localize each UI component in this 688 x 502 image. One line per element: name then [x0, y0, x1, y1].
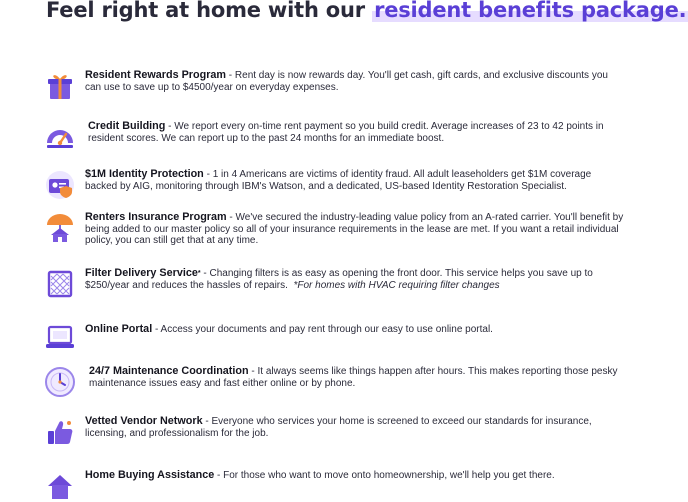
laptop-icon [44, 322, 76, 354]
headline-highlight: resident benefits package. [374, 0, 687, 22]
benefit-desc: We report every on-time rent payment so you build credit. Average increases of 23 to 42 points in resident scores. We can report up to the past 24 months for an immediate boost. [88, 121, 604, 144]
benefit-desc: Everyone who services your home is screened to exceed our standards for insurance, licensing, and professionalism for the job. [85, 416, 592, 439]
thumbs-up-icon [44, 416, 76, 448]
benefit-title: Vetted Vendor Network [85, 415, 203, 427]
benefit-title: $1M Identity Protection [85, 168, 204, 180]
benefit-desc: For those who want to move onto homeownership, we'll help you get there. [223, 470, 555, 481]
gift-icon [44, 70, 76, 102]
benefit-title: Filter Delivery Service [85, 267, 198, 279]
benefit-note: *For homes with HVAC requiring filter changes [293, 279, 500, 291]
benefit-title: Credit Building [88, 120, 166, 132]
benefit-title: Online Portal [85, 323, 153, 335]
clock-icon [44, 366, 76, 398]
headline-prefix: Feel right at home with our [46, 0, 373, 22]
benefit-title: Resident Rewards Program [85, 69, 227, 81]
credit-gauge-icon [44, 121, 76, 153]
benefit-desc: Rent day is now rewards day. You'll get cash, gift cards, and exclusive discounts you can use to save up to $4500/year on everyday expenses. [85, 70, 608, 93]
id-card-icon [44, 169, 76, 201]
benefit-title: Renters Insurance Program [85, 211, 227, 223]
benefit-title: 24/7 Maintenance Coordination [89, 365, 249, 377]
benefit-desc: Changing filters is as easy as opening the front door. This service helps you save up to $250/year and reduces the hassles of repairs. [85, 268, 593, 291]
air-filter-icon [44, 268, 76, 300]
benefit-desc: We've secured the industry-leading value policy from an A-rated carrier. You'll benefit by being added to our master policy so all of your insurance requirements in the lease are met. If you want a retail individual policy, you can still get that at any time. [85, 212, 624, 247]
benefit-desc: Access your documents and pay rent through our easy to use online portal. [160, 324, 493, 335]
umbrella-house-icon [44, 212, 76, 244]
benefit-desc: It always seems like things happen after hours. This makes reporting those pesky maintenance issues easy and fast either online or by phone. [89, 366, 618, 389]
headline [46, 0, 687, 22]
benefit-desc: 1 in 4 Americans are victims of identity fraud. All adult leaseholders get $1M coverage backed by AIG, monitoring through IBM's Watson, and a dedicated, US-based Identity Restoration Specialist. [85, 169, 592, 192]
benefit-title: Home Buying Assistance [85, 469, 215, 481]
house-key-icon [44, 470, 76, 502]
